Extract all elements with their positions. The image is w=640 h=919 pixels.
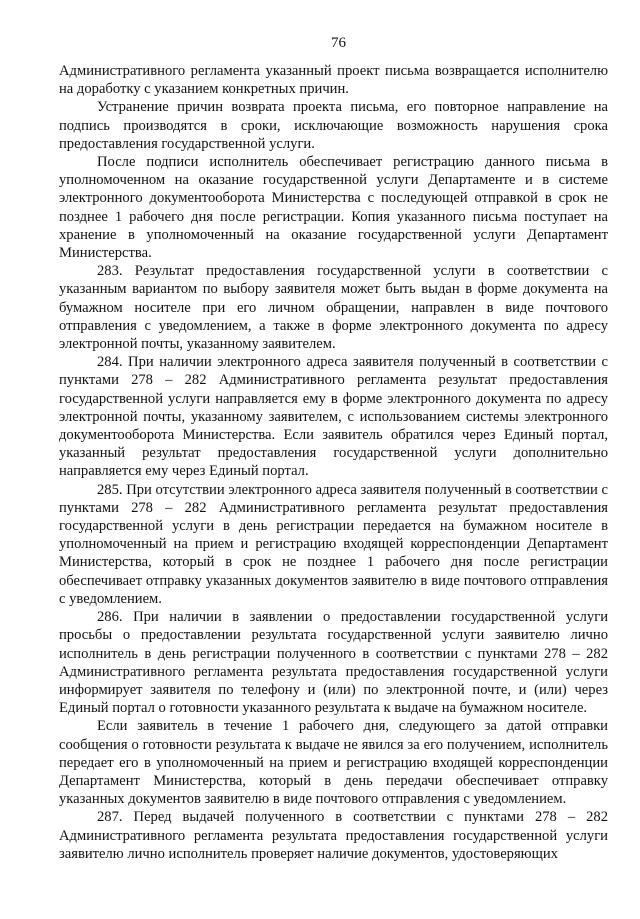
paragraph-continuation: Административного регламента указанный проект письма возвращается исполнителю на доработку с указанием конкретных причин. (59, 63, 608, 98)
paragraph-283: 283. Результат предоставления государственной услуги в соответствии с указанным вариантом по выбору заявителя может быть выдан в форме документа на бумажном носителе при его личном обращении, направлен в виде почтового отправления с уведомлением, а также в форме электронного документа по адресу электронной почты, указанному заявителем. (59, 263, 608, 353)
paragraph: Если заявитель в течение 1 рабочего дня, следующего за датой отправки сообщения о готовности результата к выдаче не явился за его получением, исполнитель передает его в уполномоченный на прием и регистрацию входящей корреспонденции Департамент Министерства, который в день передачи обеспечивает отправку указанных документов заявителю в виде почтового отправления с уведомлением. (59, 718, 608, 808)
page-number: 76 (331, 35, 346, 51)
paragraph-284: 284. При наличии электронного адреса заявителя полученный в соответствии с пунктами 278 – 282 Административного регламента результат предоставления государственной услуги направляется ему в форме электронного документа по адресу электронной почты, указанному заявителем, с использованием системы электронного документооборота Министерства. Если заявитель обратился через Единый портал, указанный результат предоставления государственной услуги дополнительно направляется ему через Единый портал. (59, 354, 608, 480)
document-body (59, 62, 608, 863)
paragraph-286: 286. При наличии в заявлении о предоставлении государственной услуги просьбы о предоставлении результата государственной услуги заявителю лично исполнитель в день регистрации полученного в соответствии с пунктами 278 – 282 Административного регламента результата предоставления государственной услуги информирует заявителя по телефону и (или) по электронной почте, и (или) через Единый портал о готовности указанного результата к выдаче на бумажном носителе. (59, 609, 608, 717)
paragraph: После подписи исполнитель обеспечивает регистрацию данного письма в уполномоченном на оказание государственной услуги Департаменте и в системе электронного документооборота Министерства с последующей отправкой в срок не позднее 1 рабочего дня после регистрации. Копия указанного письма поступает на хранение в уполномоченный на оказание государственной услуги Департамент Министерства. (59, 154, 608, 262)
paragraph-287: 287. Перед выдачей полученного в соответствии с пунктами 278 – 282 Административного регламента результата предоставления государственной услуги заявителю лично исполнитель проверяет наличие документов, удостоверяющих (59, 809, 608, 862)
paragraph-285: 285. При отсутствии электронного адреса заявителя полученный в соответствии с пунктами 278 – 282 Административного регламента результат предоставления государственной услуги в день регистрации передается на бумажном носителе в уполномоченный на прием и регистрацию входящей корреспонденции Департамент Министерства, который в срок не позднее 1 рабочего дня после регистрации обеспечивает отправку указанных документов заявителю в виде почтового отправления с уведомлением. (59, 481, 608, 607)
paragraph: Устранение причин возврата проекта письма, его повторное направление на подпись производятся в сроки, исключающие возможность нарушения срока предоставления государственной услуги. (59, 99, 608, 152)
